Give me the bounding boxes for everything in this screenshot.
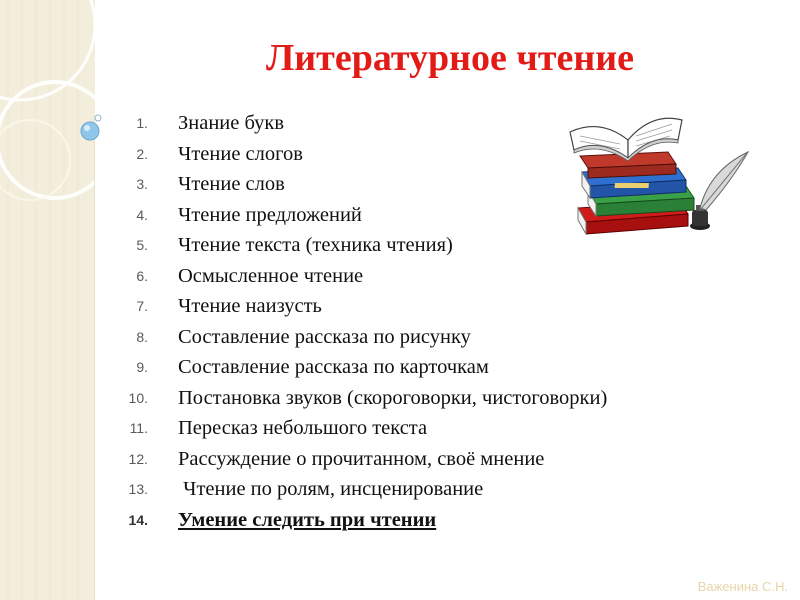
list-item-text: Чтение по ролям, инсценирование	[178, 478, 484, 500]
author-credit: Важенина С.Н.	[697, 579, 788, 594]
list-item-number: 7.	[136, 298, 148, 314]
list-item-text: Чтение слов	[178, 173, 285, 195]
list-item-number: 13.	[128, 481, 148, 497]
list-item-number: 6.	[136, 267, 148, 284]
list-item-number: 5.	[136, 237, 148, 253]
slide-title: Литературное чтение	[265, 37, 635, 79]
list-item-number: 10.	[128, 389, 148, 406]
list-item-text: Осмысленное чтение	[178, 264, 364, 287]
list-item-number: 9.	[136, 359, 148, 375]
list-item-number: 3.	[136, 176, 148, 192]
list-item-text: Чтение текста (техника чтения)	[178, 234, 453, 256]
list-item-number: 14.	[128, 511, 148, 528]
books-and-quill-icon	[560, 110, 760, 235]
list-item-number: 2.	[136, 145, 148, 162]
circle-ornament-icon	[0, 0, 95, 600]
side-decoration-panel	[0, 0, 95, 600]
list-item-text: Умение следить при чтении	[178, 508, 437, 531]
list-item-text: Составление рассказа по рисунку	[178, 325, 471, 348]
list-item-text: Чтение слогов	[178, 142, 303, 165]
list-item-number: 11.	[129, 420, 148, 436]
list-item-text: Чтение наизусть	[178, 295, 322, 317]
list-item-text: Составление рассказа по карточкам	[178, 356, 489, 378]
list-item-text: Постановка звуков (скороговорки, чистоговорки)	[178, 386, 608, 409]
list-item-number: 8.	[136, 328, 148, 345]
list-item-number: 1.	[136, 115, 148, 131]
list-item-number: 4.	[136, 206, 148, 223]
list-item-text: Пересказ небольшого текста	[178, 417, 428, 439]
list-item-text: Рассуждение о прочитанном, своё мнение	[178, 447, 545, 470]
list-item-text: Знание букв	[178, 112, 285, 134]
list-item-text: Чтение предложений	[178, 203, 362, 226]
list-item-number: 12.	[128, 450, 148, 467]
